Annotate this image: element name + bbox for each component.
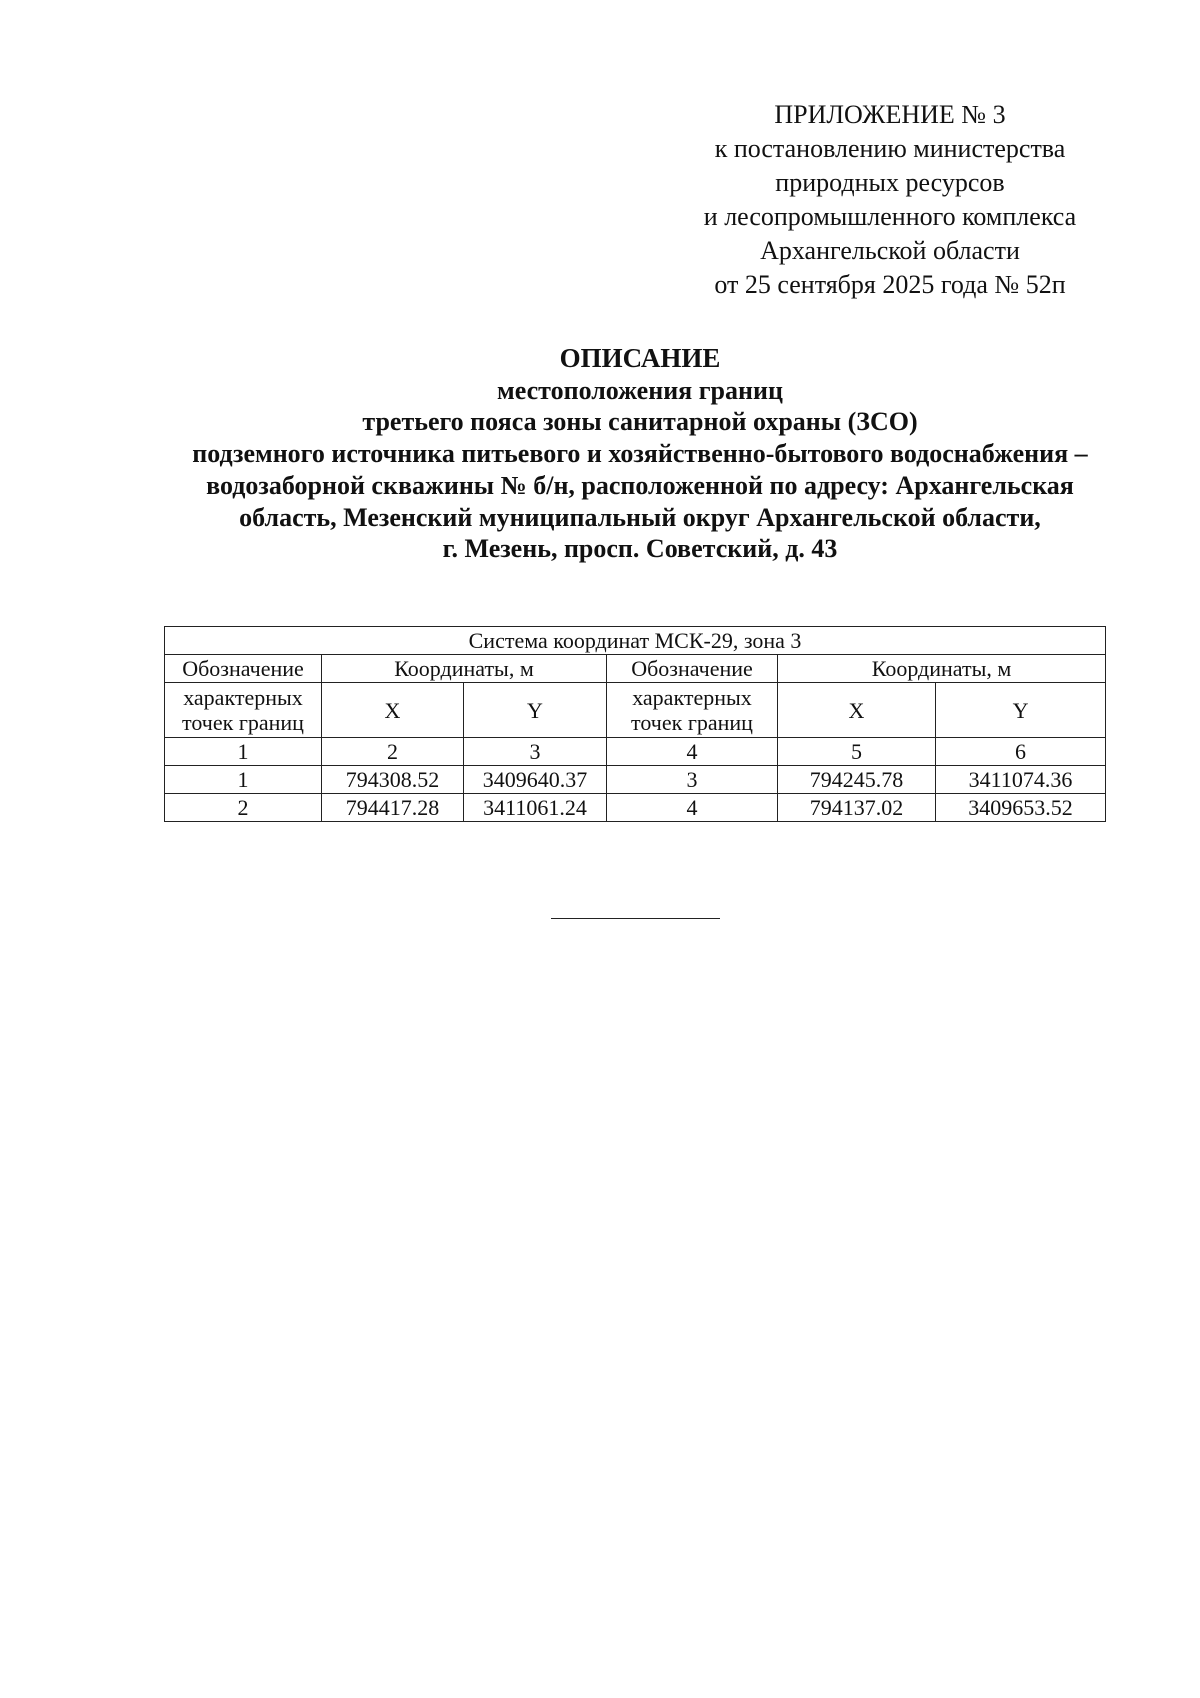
- title-line: третьего пояса зоны санитарной охраны (ЗСО): [362, 407, 918, 437]
- y-header: Y: [936, 683, 1106, 738]
- y-value: 3409653.52: [936, 794, 1106, 822]
- column-number-row: [165, 738, 1106, 766]
- x-value: 794417.28: [322, 794, 464, 822]
- appendix-line: от 25 сентября 2025 года № 52п: [714, 270, 1066, 299]
- point-id: 1: [165, 766, 322, 794]
- column-number: 2: [322, 738, 464, 766]
- y-value: 3411074.36: [936, 766, 1106, 794]
- point-id: 3: [607, 766, 778, 794]
- title-line: область, Мезенский муниципальный округ Архангельской области,: [239, 502, 1041, 532]
- title-line: местоположения границ: [497, 375, 783, 405]
- x-value: 794308.52: [322, 766, 464, 794]
- coordinate-system-header: Система координат МСК-29, зона 3: [165, 627, 1106, 655]
- appendix-line: к постановлению министерства: [714, 134, 1066, 163]
- column-number: 4: [607, 738, 778, 766]
- designation-header-line: характерных: [632, 685, 752, 710]
- column-number: 3: [464, 738, 607, 766]
- x-value: 794245.78: [778, 766, 936, 794]
- point-id: 2: [165, 794, 322, 822]
- column-number: 5: [778, 738, 936, 766]
- appendix-line: и лесопромышленного комплекса: [703, 202, 1077, 231]
- column-number: 1: [165, 738, 322, 766]
- y-header: Y: [464, 683, 607, 738]
- title-main: ОПИСАНИЕ: [559, 343, 721, 373]
- appendix-line: природных ресурсов: [775, 168, 1005, 197]
- table-row: [165, 766, 1106, 794]
- point-id: 4: [607, 794, 778, 822]
- appendix-line: Архангельской области: [760, 236, 1020, 265]
- appendix-line: ПРИЛОЖЕНИЕ № 3: [774, 100, 1006, 129]
- coords-header: Координаты, м: [778, 655, 1106, 683]
- column-number: 6: [936, 738, 1106, 766]
- title-line: подземного источника питьевого и хозяйственно-бытового водоснабжения –: [192, 439, 1088, 469]
- designation-header-line: точек границ: [631, 710, 753, 735]
- table-row: [165, 794, 1106, 822]
- designation-header-top: Обозначение: [607, 655, 778, 683]
- closing-divider: [551, 918, 720, 919]
- x-value: 794137.02: [778, 794, 936, 822]
- x-header: X: [778, 683, 936, 738]
- document-title: [60, 343, 1200, 565]
- designation-header-top: Обозначение: [165, 655, 322, 683]
- designation-header-line: точек границ: [182, 710, 304, 735]
- title-line: г. Мезень, просп. Советский, д. 43: [442, 534, 838, 564]
- title-line: водозаборной скважины № б/н, расположенной по адресу: Архангельская: [206, 470, 1074, 500]
- appendix-header: [640, 98, 1140, 302]
- coords-header: Координаты, м: [322, 655, 607, 683]
- designation-header-bottom: [165, 683, 322, 738]
- coordinates-table: [164, 626, 1106, 822]
- x-header: X: [322, 683, 464, 738]
- designation-header-line: характерных: [183, 685, 303, 710]
- y-value: 3409640.37: [464, 766, 607, 794]
- y-value: 3411061.24: [464, 794, 607, 822]
- designation-header-bottom: [607, 683, 778, 738]
